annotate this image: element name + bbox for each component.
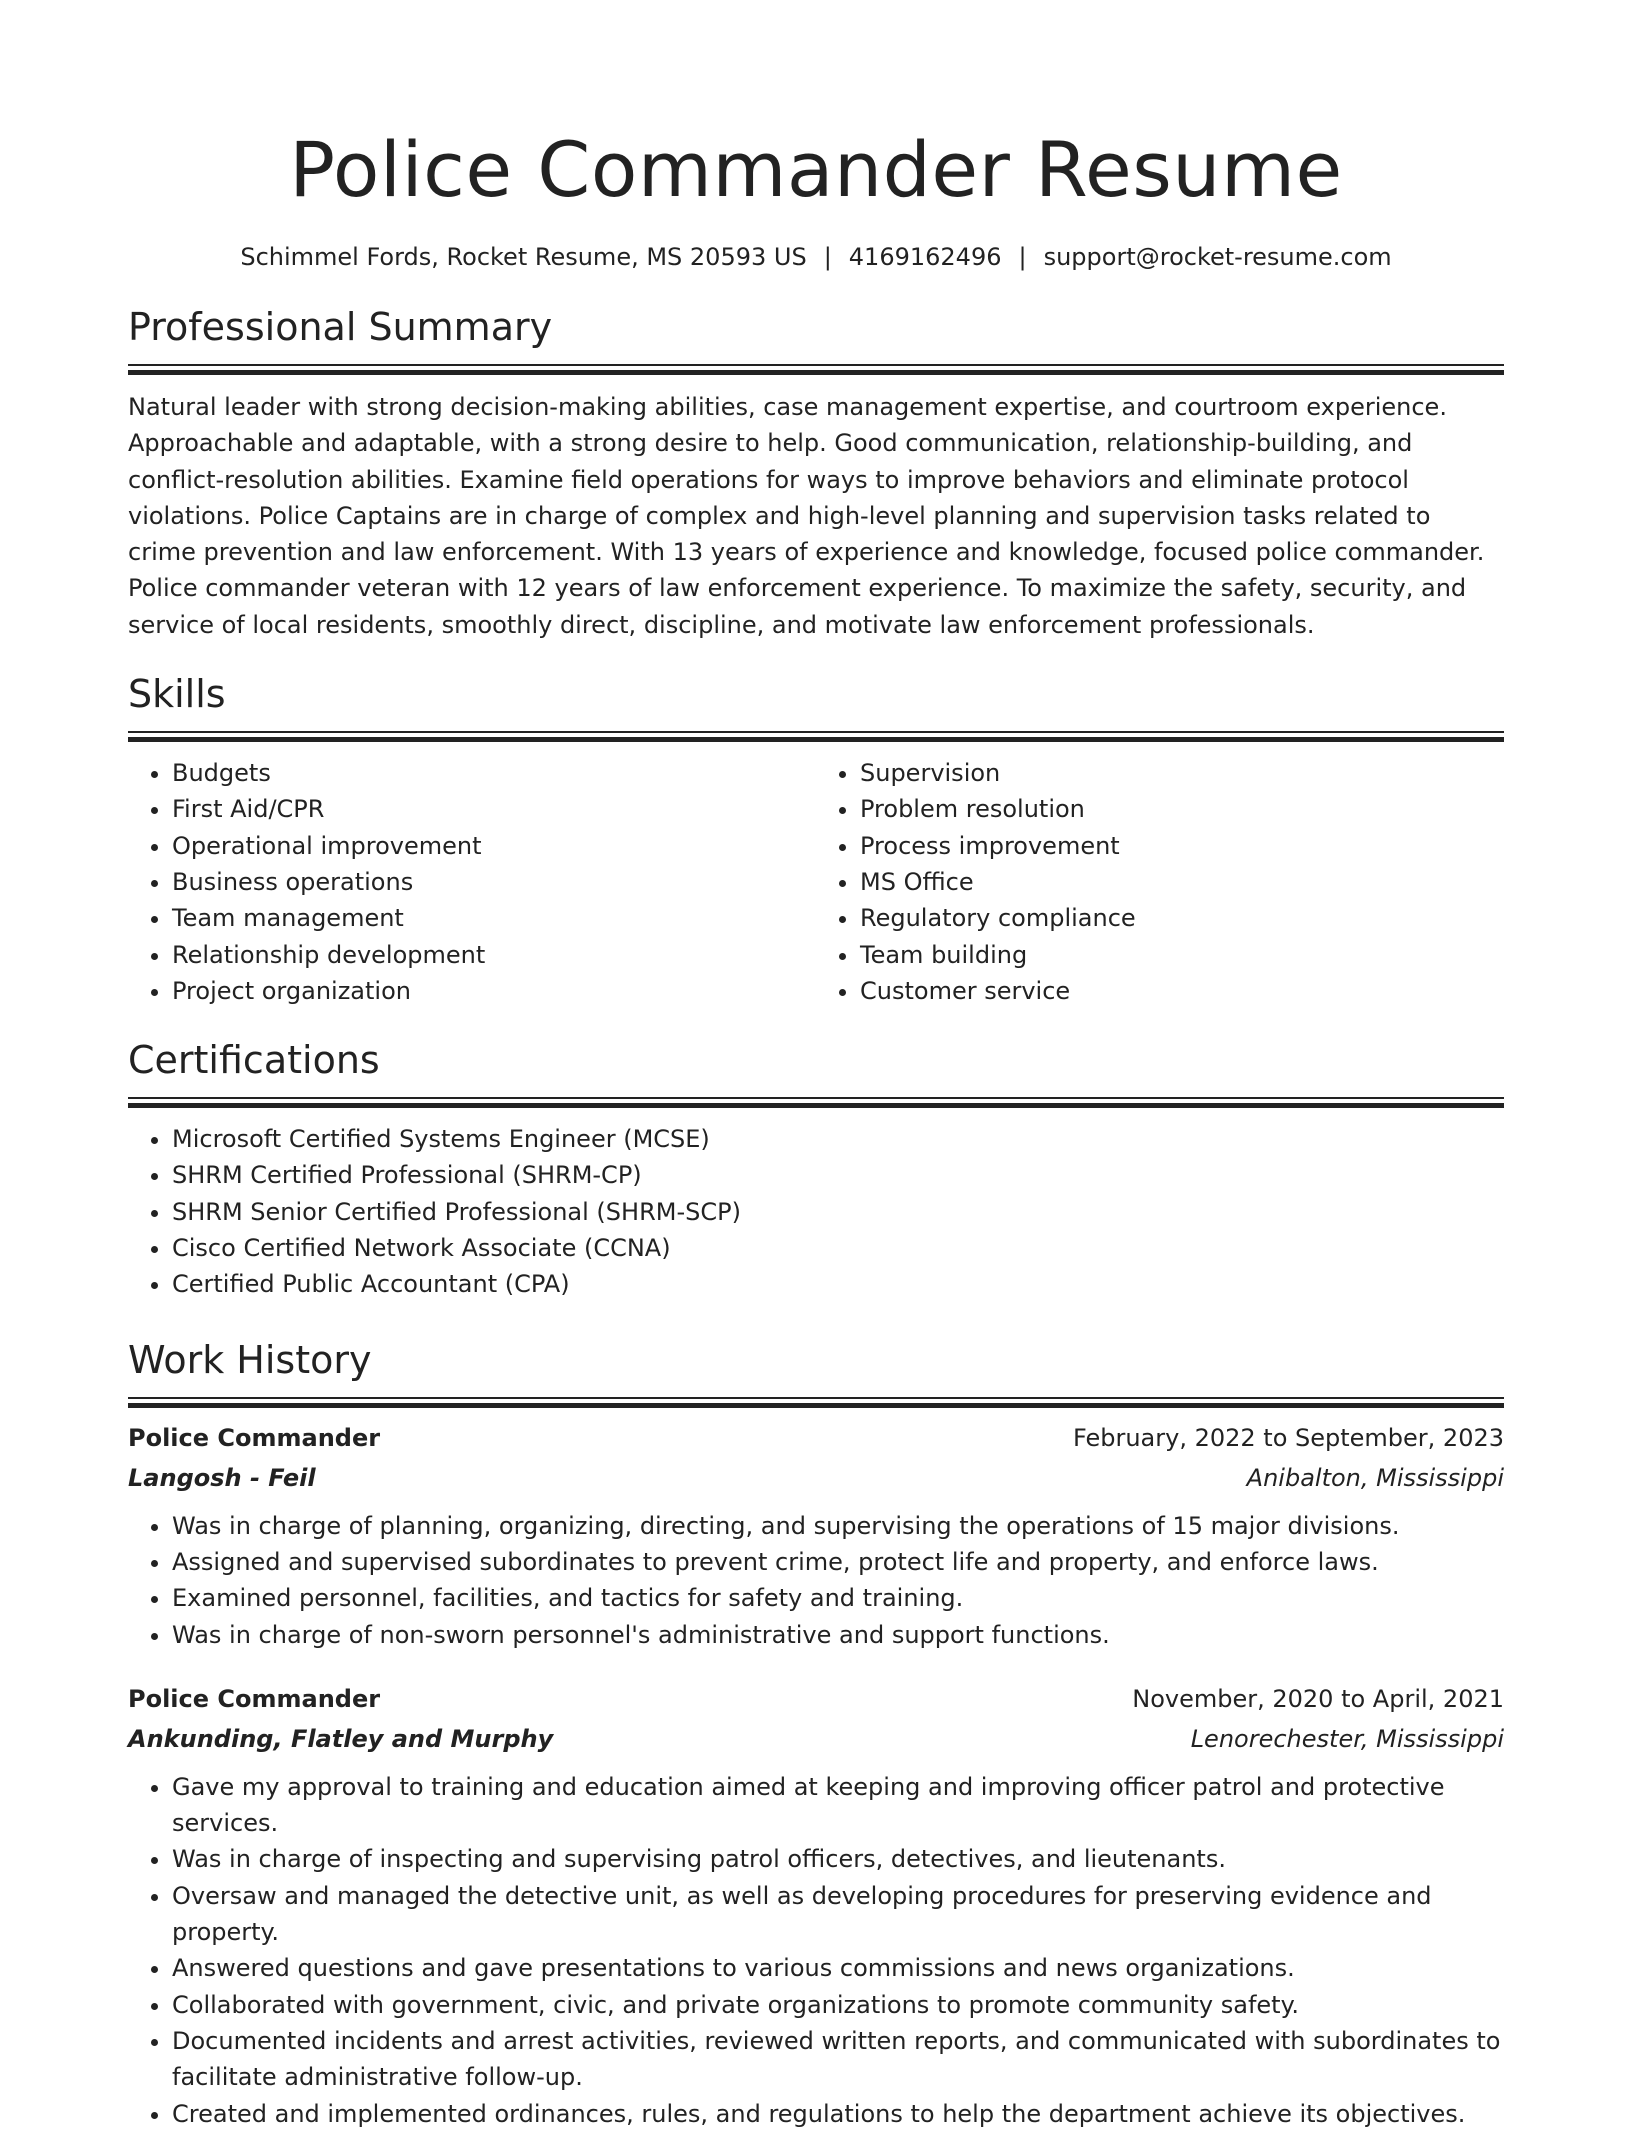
skill-item: • Supervision: [860, 755, 1504, 791]
skills-heading: Skills: [128, 672, 226, 717]
summary-text: Natural leader with strong decision-making abilities, case management expertise, and courtroom experience. Approachable and adaptable, with a strong desire to help. Good communication, relationship-building, and conflict-resolution abilities. Examine field operations for ways to improve behaviors and eliminate protocol violations. Police Captains are in charge of complex and high-level planning and supervision tasks related to crime prevention and law enforcement. With 13 years of experience and knowledge, focused police commander. Police commander veteran with 12 years of law enforcement experience. To maximize the safety, security, and service of local residents, smoothly direct, discipline, and motivate law enforcement professionals.: [128, 393, 1485, 639]
contact-separator: |: [823, 243, 832, 271]
skill-item: • MS Office: [860, 864, 1504, 900]
job-duties-list: [128, 1508, 1504, 1653]
skill-item: • Customer service: [860, 973, 1504, 1009]
certification-item: • Certified Public Accountant (CPA): [172, 1266, 1504, 1302]
section-divider: [128, 364, 1504, 375]
job-duty-item: • Was in charge of inspecting and supervising patrol officers, detectives, and lieutenants.: [172, 1841, 1504, 1877]
contact-address: Schimmel Fords, Rocket Resume, MS 20593 US: [240, 243, 807, 271]
summary-heading: Professional Summary: [128, 305, 553, 349]
job-duty-item: • Documented incidents and arrest activities, reviewed written reports, and communicated with subordinates to facilitate administrative follow-up.: [172, 2023, 1504, 2096]
section-divider: [128, 1397, 1504, 1408]
skill-item: • Problem resolution: [860, 791, 1504, 827]
job-location: Anibalton, Mississippi: [1246, 1463, 1504, 1492]
contact-phone: 4169162496: [848, 243, 1002, 271]
contact-email: support@rocket-resume.com: [1043, 243, 1392, 271]
certification-item: • Microsoft Certified Systems Engineer (MCSE): [172, 1121, 1504, 1157]
skill-item: • Operational improvement: [172, 828, 816, 864]
job-duty-item: • Answered questions and gave presentations to various commissions and news organizations.: [172, 1950, 1504, 1986]
job-duty-item: • Was in charge of non-sworn personnel's administrative and support functions.: [172, 1617, 1504, 1653]
job-subheader: [128, 1719, 1504, 1759]
job-duty-item: • Created and implemented ordinances, rules, and regulations to help the department achieve its objectives.: [172, 2096, 1504, 2132]
certification-item: • Cisco Certified Network Associate (CCNA): [172, 1230, 1504, 1266]
job-title: Police Commander: [128, 1423, 381, 1452]
contact-separator: |: [1018, 243, 1027, 271]
job-duty-item: • Was in charge of planning, organizing, directing, and supervising the operations of 15 major divisions.: [172, 1508, 1504, 1544]
job-duty-item: • Examined personnel, facilities, and tactics for safety and training.: [172, 1580, 1504, 1616]
job-header: [128, 1679, 1504, 1719]
certifications-section-header: [128, 1035, 1504, 1108]
job-company: Langosh - Feil: [128, 1463, 316, 1492]
job-duty-item: • Gave my approval to training and education aimed at keeping and improving officer patrol and protective services.: [172, 1769, 1504, 1842]
job-dates: November, 2020 to April, 2021: [1132, 1684, 1504, 1713]
job-title: Police Commander: [128, 1684, 381, 1713]
skills-column-right: [816, 755, 1504, 1009]
contact-line: [128, 240, 1504, 274]
skill-item: • Budgets: [172, 755, 816, 791]
job-duties-list: [128, 1769, 1504, 2132]
skills-section-header: [128, 669, 1504, 742]
skill-item: • Business operations: [172, 864, 816, 900]
certifications-list: [128, 1121, 1504, 1302]
skill-item: • Regulatory compliance: [860, 900, 1504, 936]
job-dates: February, 2022 to September, 2023: [1072, 1423, 1504, 1452]
job-entry: [128, 1418, 1504, 1653]
skill-item: • Process improvement: [860, 828, 1504, 864]
skill-item: • Team management: [172, 900, 816, 936]
job-duty-item: • Oversaw and managed the detective unit, as well as developing procedures for preserving evidence and property.: [172, 1878, 1504, 1951]
job-entry: [128, 1679, 1504, 2132]
certifications-heading: Certifications: [128, 1038, 380, 1083]
summary-section-header: [128, 302, 1504, 375]
resume-page: [128, 0, 1504, 2132]
skill-item: • Team building: [860, 937, 1504, 973]
certification-item: • SHRM Senior Certified Professional (SHRM-SCP): [172, 1194, 1504, 1230]
skill-item: • Project organization: [172, 973, 816, 1009]
section-divider: [128, 731, 1504, 742]
work-history-section-header: [128, 1335, 1504, 1408]
job-duty-item: • Collaborated with government, civic, and private organizations to promote community safety.: [172, 1987, 1504, 2023]
skill-item: • Relationship development: [172, 937, 816, 973]
skills-list: [128, 755, 1504, 1009]
certification-item: • SHRM Certified Professional (SHRM-CP): [172, 1157, 1504, 1193]
section-divider: [128, 1097, 1504, 1108]
skills-column-left: [128, 755, 816, 1009]
job-company: Ankunding, Flatley and Murphy: [128, 1724, 554, 1753]
job-location: Lenorechester, Mississippi: [1190, 1724, 1504, 1753]
work-history-heading: Work History: [128, 1337, 372, 1382]
job-duty-item: • Assigned and supervised subordinates to prevent crime, protect life and property, and enforce laws.: [172, 1544, 1504, 1580]
job-subheader: [128, 1458, 1504, 1498]
skill-item: • First Aid/CPR: [172, 791, 816, 827]
job-header: [128, 1418, 1504, 1458]
resume-title: Police Commander Resume: [289, 125, 1343, 214]
